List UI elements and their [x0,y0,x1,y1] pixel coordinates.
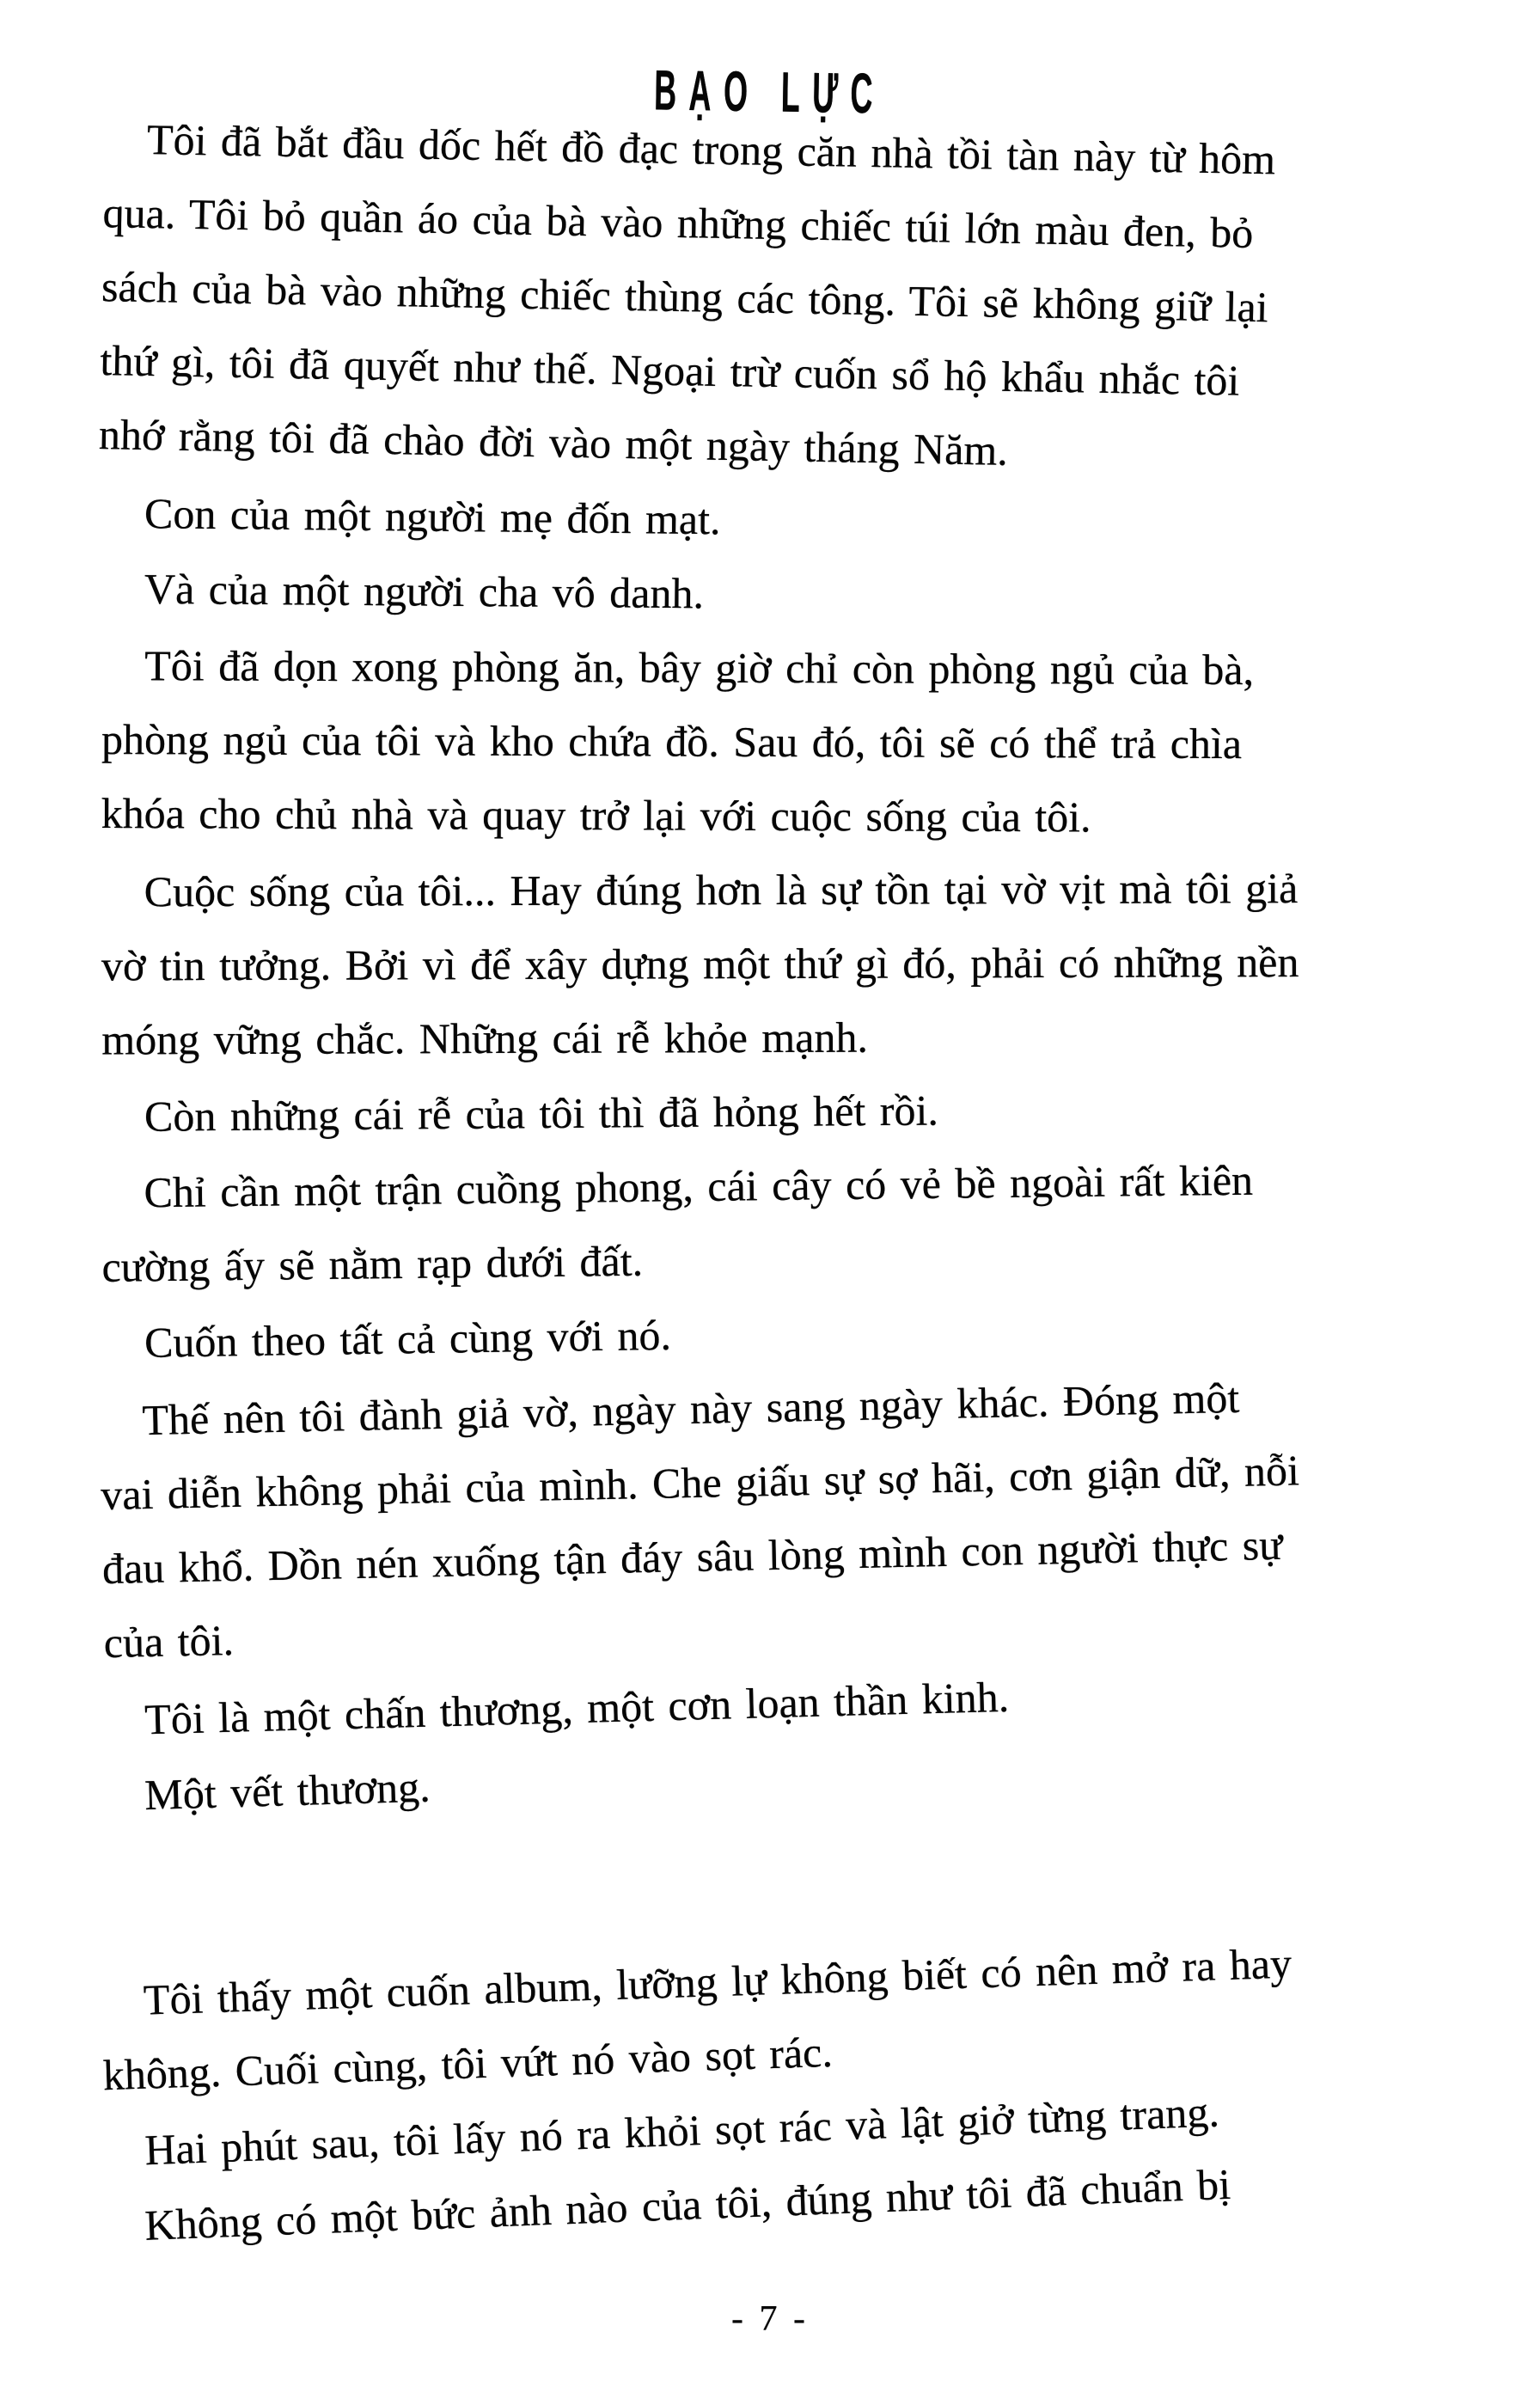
paragraph: Tôi là một chấn thương, một cơn loạn thần kinh. [144,1672,1010,1744]
paragraph: Hai phút sau, tôi lấy nó ra khỏi sọt rác và lật giở từng trang. [144,2087,1220,2175]
page-number: - 7 - [731,2299,809,2339]
paragraph: Còn những cái rễ của tôi thì đã hỏng hết rồi. [144,1086,939,1141]
paragraph: Chỉ cần một trận cuồng phong, cái cây có vẻ bề ngoài rất kiên cường ấy sẽ nằm rạp dưới đất. [101,1155,1254,1291]
paragraph: Cuộc sống của tôi... Hay đúng hơn là sự tồn tại vờ vịt mà tôi giả vờ tin tưởng. Bởi vì để xây dựng một thứ gì đó, phải có những nền móng vững chắc. Những cái rễ khỏe mạnh. [101,864,1299,1064]
paragraph: Tôi đã dọn xong phòng ăn, bây giờ chỉ còn phòng ngủ của bà, phòng ngủ của tôi và kho chứa đồ. Sau đó, tôi sẽ có thể trả chìa khóa cho chủ nhà và quay trở lại với cuộc sống của tôi. [101,641,1255,842]
page-title: BẠO LỰC [654,58,886,126]
paragraph: Thế nên tôi đành giả vờ, ngày này sang ngày khác. Đóng một vai diễn không phải của mình. Che giấu sự sợ hãi, cơn giận dữ, nỗi đau khổ. Dồn nén xuống tận đáy sâu lòng mình con người thực sự của tôi. [100,1373,1300,1668]
paragraph: Con của một người mẹ đốn mạt. [144,489,721,544]
paragraph: Cuốn theo tất cả cùng với nó. [144,1310,672,1367]
paragraph: Không có một bức ảnh nào của tôi, đúng như tôi đã chuẩn bị [144,2159,1231,2249]
paragraph: Tôi thấy một cuốn album, lưỡng lự không biết có nên mở ra hay không. Cuối cùng, tôi vứt nó vào sọt rác. [101,1938,1292,2100]
paragraph: Một vết thương. [144,1762,431,1820]
body-text [98,113,1446,2249]
paragraph: Tôi đã bắt đầu dốc hết đồ đạc trong căn nhà tồi tàn này từ hôm qua. Tôi bỏ quần áo của bà vào những chiếc túi lớn màu đen, bỏ sách của bà vào những chiếc thùng các tông. Tôi sẽ không giữ lại thứ gì, tôi đã quyết như thế. Ngoại trừ cuốn sổ hộ khẩu nhắc tôi nhớ rằng tôi đã chào đời vào một ngày tháng Năm. [98,114,1276,474]
paragraph: Và của một người cha vô danh. [144,564,705,618]
